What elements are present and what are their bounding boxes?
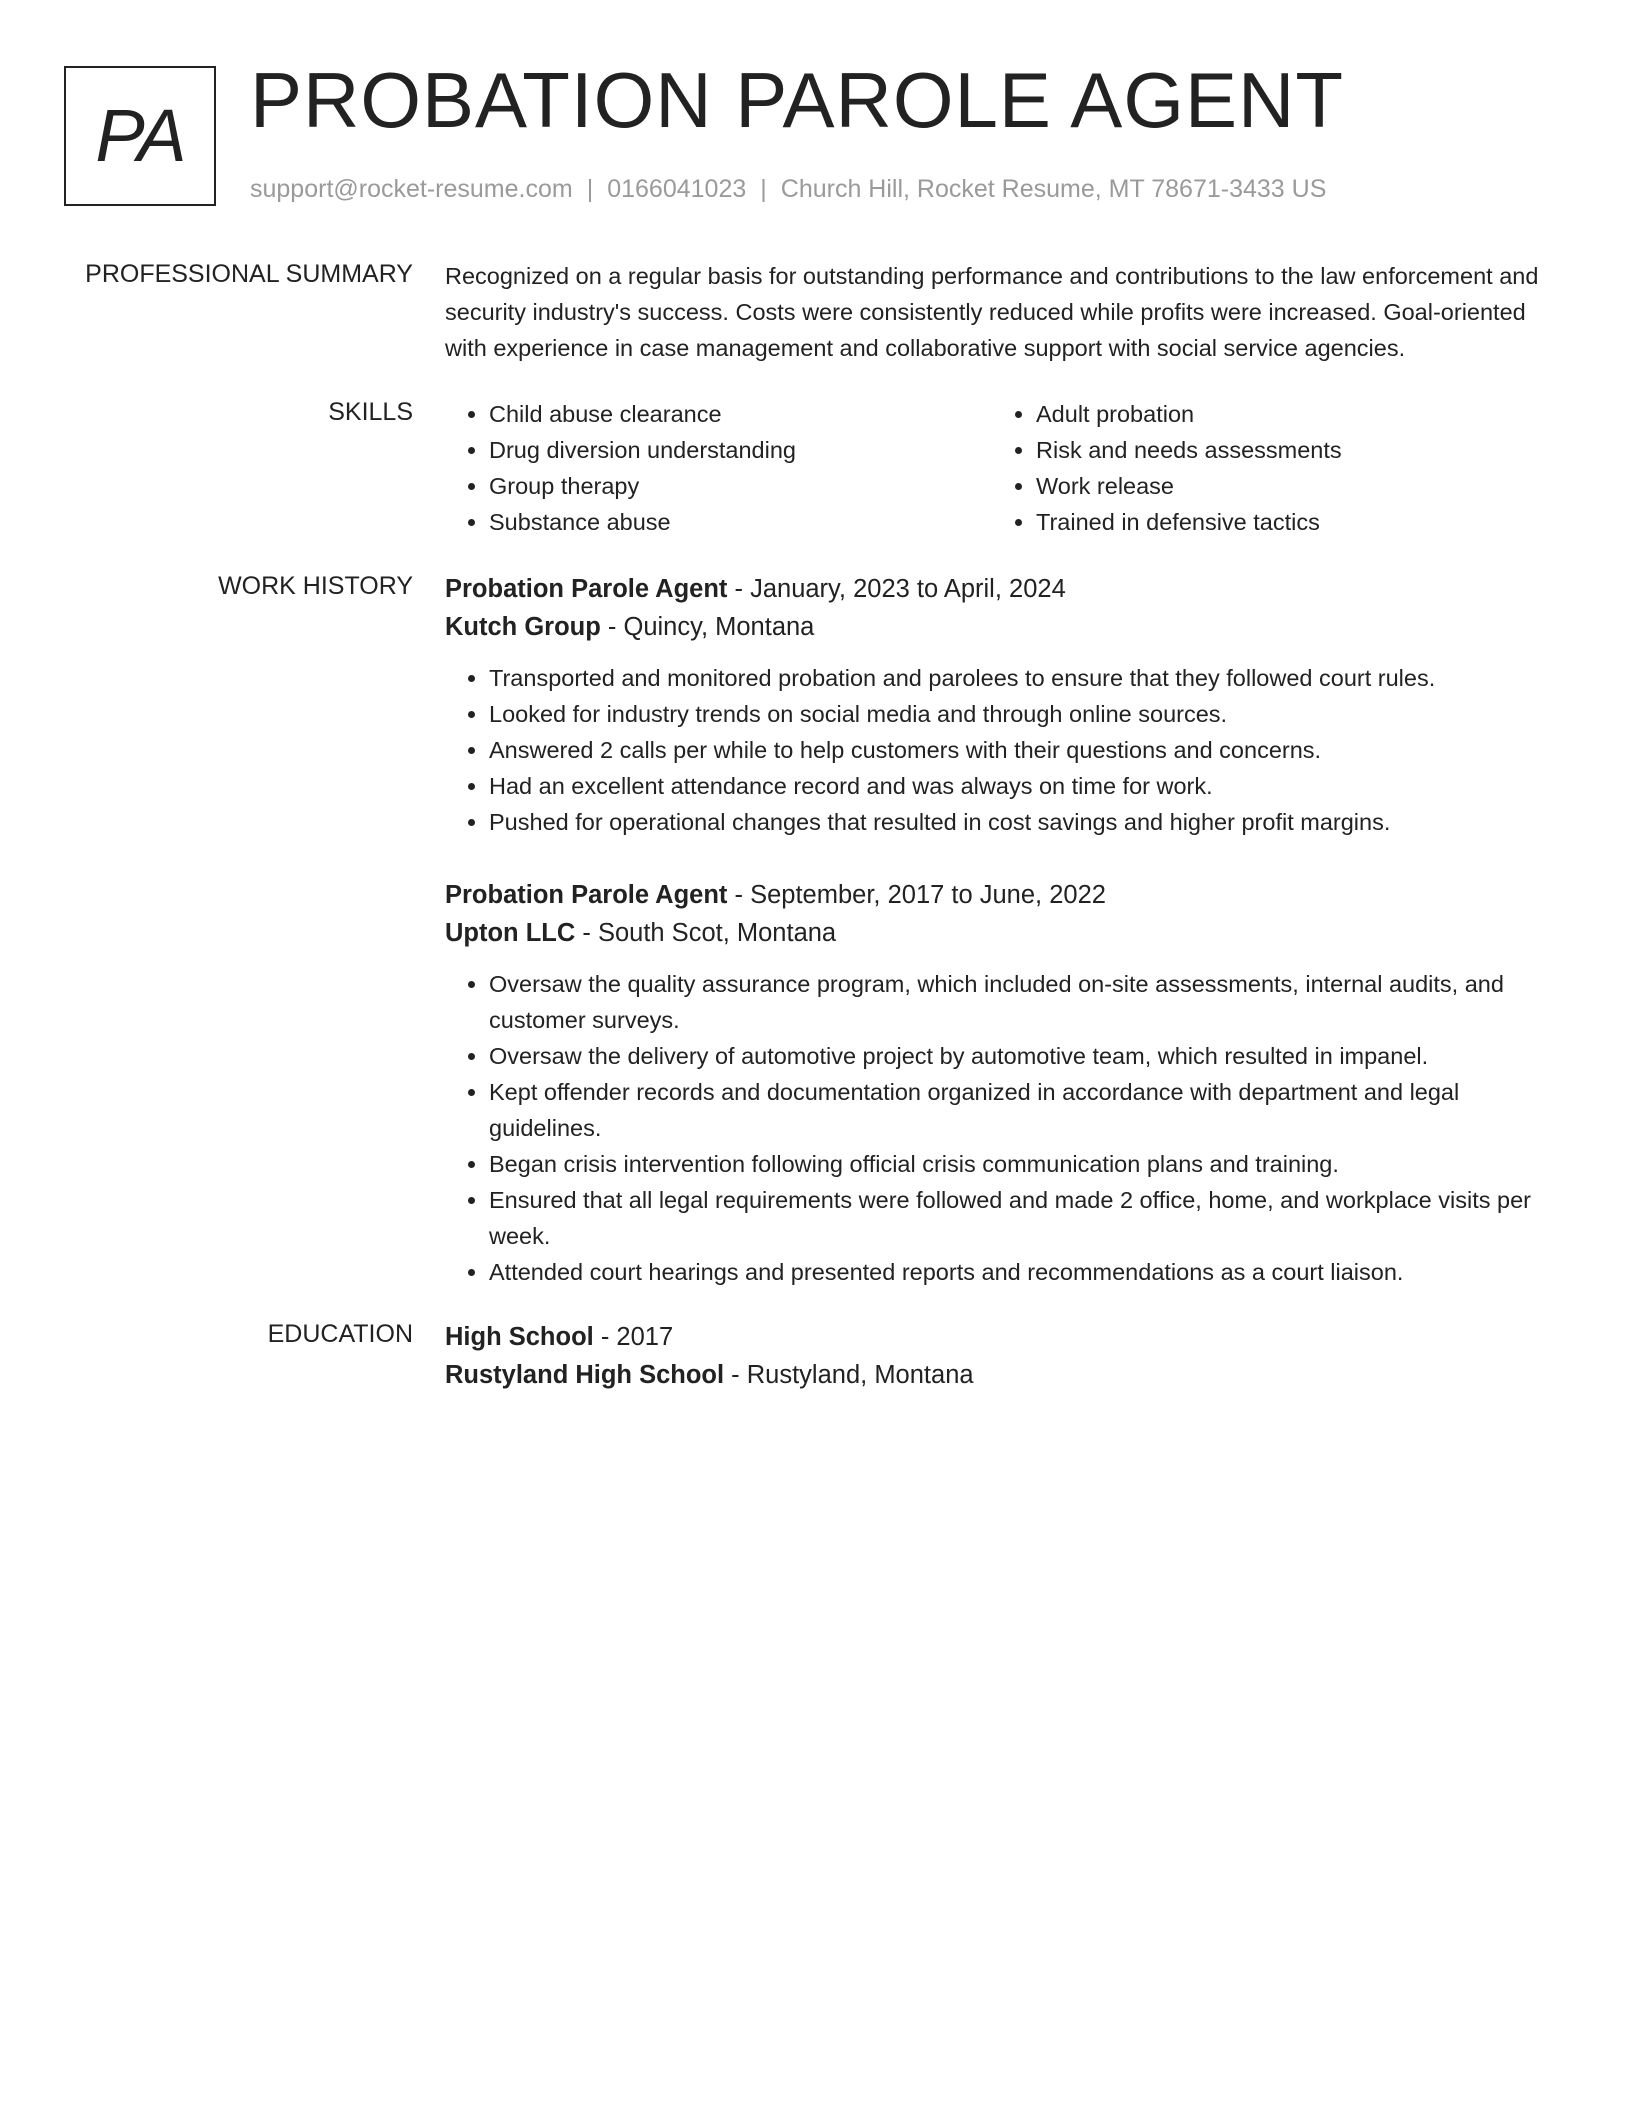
list-item: • Substance abuse	[489, 504, 992, 540]
contact-address: Church Hill, Rocket Resume, MT 78671-3433 US	[780, 175, 1327, 203]
job-entry	[445, 876, 1565, 1290]
job-bullets	[445, 660, 1565, 840]
list-item: • Had an excellent attendance record and was always on time for work.	[489, 768, 1565, 804]
contact-separator: |	[760, 175, 767, 203]
list-item: • Pushed for operational changes that resulted in cost savings and higher profit margins.	[489, 804, 1565, 840]
list-item: • Child abuse clearance	[489, 396, 992, 432]
education-degree-line	[445, 1318, 1565, 1356]
list-item: • Risk and needs assessments	[1036, 432, 1539, 468]
job-company: Upton LLC	[445, 919, 576, 947]
summary-body	[445, 258, 1565, 366]
job-title: Probation Parole Agent	[445, 881, 728, 909]
list-item: • Work release	[1036, 468, 1539, 504]
page-title: PROBATION PAROLE AGENT	[250, 56, 1345, 144]
list-item: • Trained in defensive tactics	[1036, 504, 1539, 540]
summary-text: Recognized on a regular basis for outstanding performance and contributions to the law enforcement and security industry's success. Costs were consistently reduced while profits were increased. Goal-oriented with experience in case management and collaborative support with social service agencies.	[445, 263, 1539, 361]
list-item: • Group therapy	[489, 468, 992, 504]
job-title-line	[445, 570, 1565, 608]
job-dates: - January, 2023 to April, 2024	[727, 575, 1066, 603]
job-location: - Quincy, Montana	[600, 613, 815, 641]
job-company-line	[445, 608, 1565, 646]
list-item: • Answered 2 calls per while to help customers with their questions and concerns.	[489, 732, 1565, 768]
list-item: • Kept offender records and documentation organized in accordance with department and legal guidelines.	[489, 1074, 1565, 1146]
education-school: Rustyland High School	[445, 1361, 725, 1389]
education-degree: High School	[445, 1323, 594, 1351]
work-history-label: WORK HISTORY	[218, 572, 413, 600]
job-dates: - September, 2017 to June, 2022	[727, 881, 1106, 909]
skills-list-right	[992, 396, 1539, 540]
job-bullets	[445, 966, 1565, 1290]
monogram-initials: PA	[95, 94, 185, 177]
list-item: • Adult probation	[1036, 396, 1539, 432]
list-item: • Attended court hearings and presented reports and recommendations as a court liaison.	[489, 1254, 1565, 1290]
list-item: • Began crisis intervention following official crisis communication plans and training.	[489, 1146, 1565, 1182]
list-item: • Oversaw the quality assurance program, which included on-site assessments, internal audits, and customer surveys.	[489, 966, 1565, 1038]
education-body	[445, 1318, 1565, 1394]
education-location: - Rustyland, Montana	[724, 1361, 974, 1389]
job-company-line	[445, 914, 1565, 952]
job-title-line	[445, 876, 1565, 914]
list-item: • Ensured that all legal requirements were followed and made 2 office, home, and workplace visits per week.	[489, 1182, 1565, 1254]
education-label: EDUCATION	[267, 1320, 413, 1348]
contact-line	[250, 174, 1326, 204]
work-history-body	[445, 570, 1565, 1326]
education-school-line	[445, 1356, 1565, 1394]
job-location: - South Scot, Montana	[575, 919, 837, 947]
list-item: • Looked for industry trends on social media and through online sources.	[489, 696, 1565, 732]
contact-separator: |	[586, 175, 594, 203]
education-year: - 2017	[593, 1323, 674, 1351]
skills-list-left	[445, 396, 992, 540]
job-title: Probation Parole Agent	[445, 575, 728, 603]
list-item: • Oversaw the delivery of automotive project by automotive team, which resulted in impanel.	[489, 1038, 1565, 1074]
job-company: Kutch Group	[445, 613, 601, 641]
list-item: • Drug diversion understanding	[489, 432, 992, 468]
contact-email[interactable]: support@rocket-resume.com	[250, 175, 573, 203]
job-entry	[445, 570, 1565, 840]
monogram-box	[64, 66, 216, 206]
contact-phone[interactable]: 0166041023	[607, 175, 747, 203]
skills-grid	[445, 396, 1565, 540]
list-item: • Transported and monitored probation and parolees to ensure that they followed court rules.	[489, 660, 1565, 696]
summary-label: PROFESSIONAL SUMMARY	[85, 260, 413, 288]
skills-label: SKILLS	[328, 398, 413, 426]
